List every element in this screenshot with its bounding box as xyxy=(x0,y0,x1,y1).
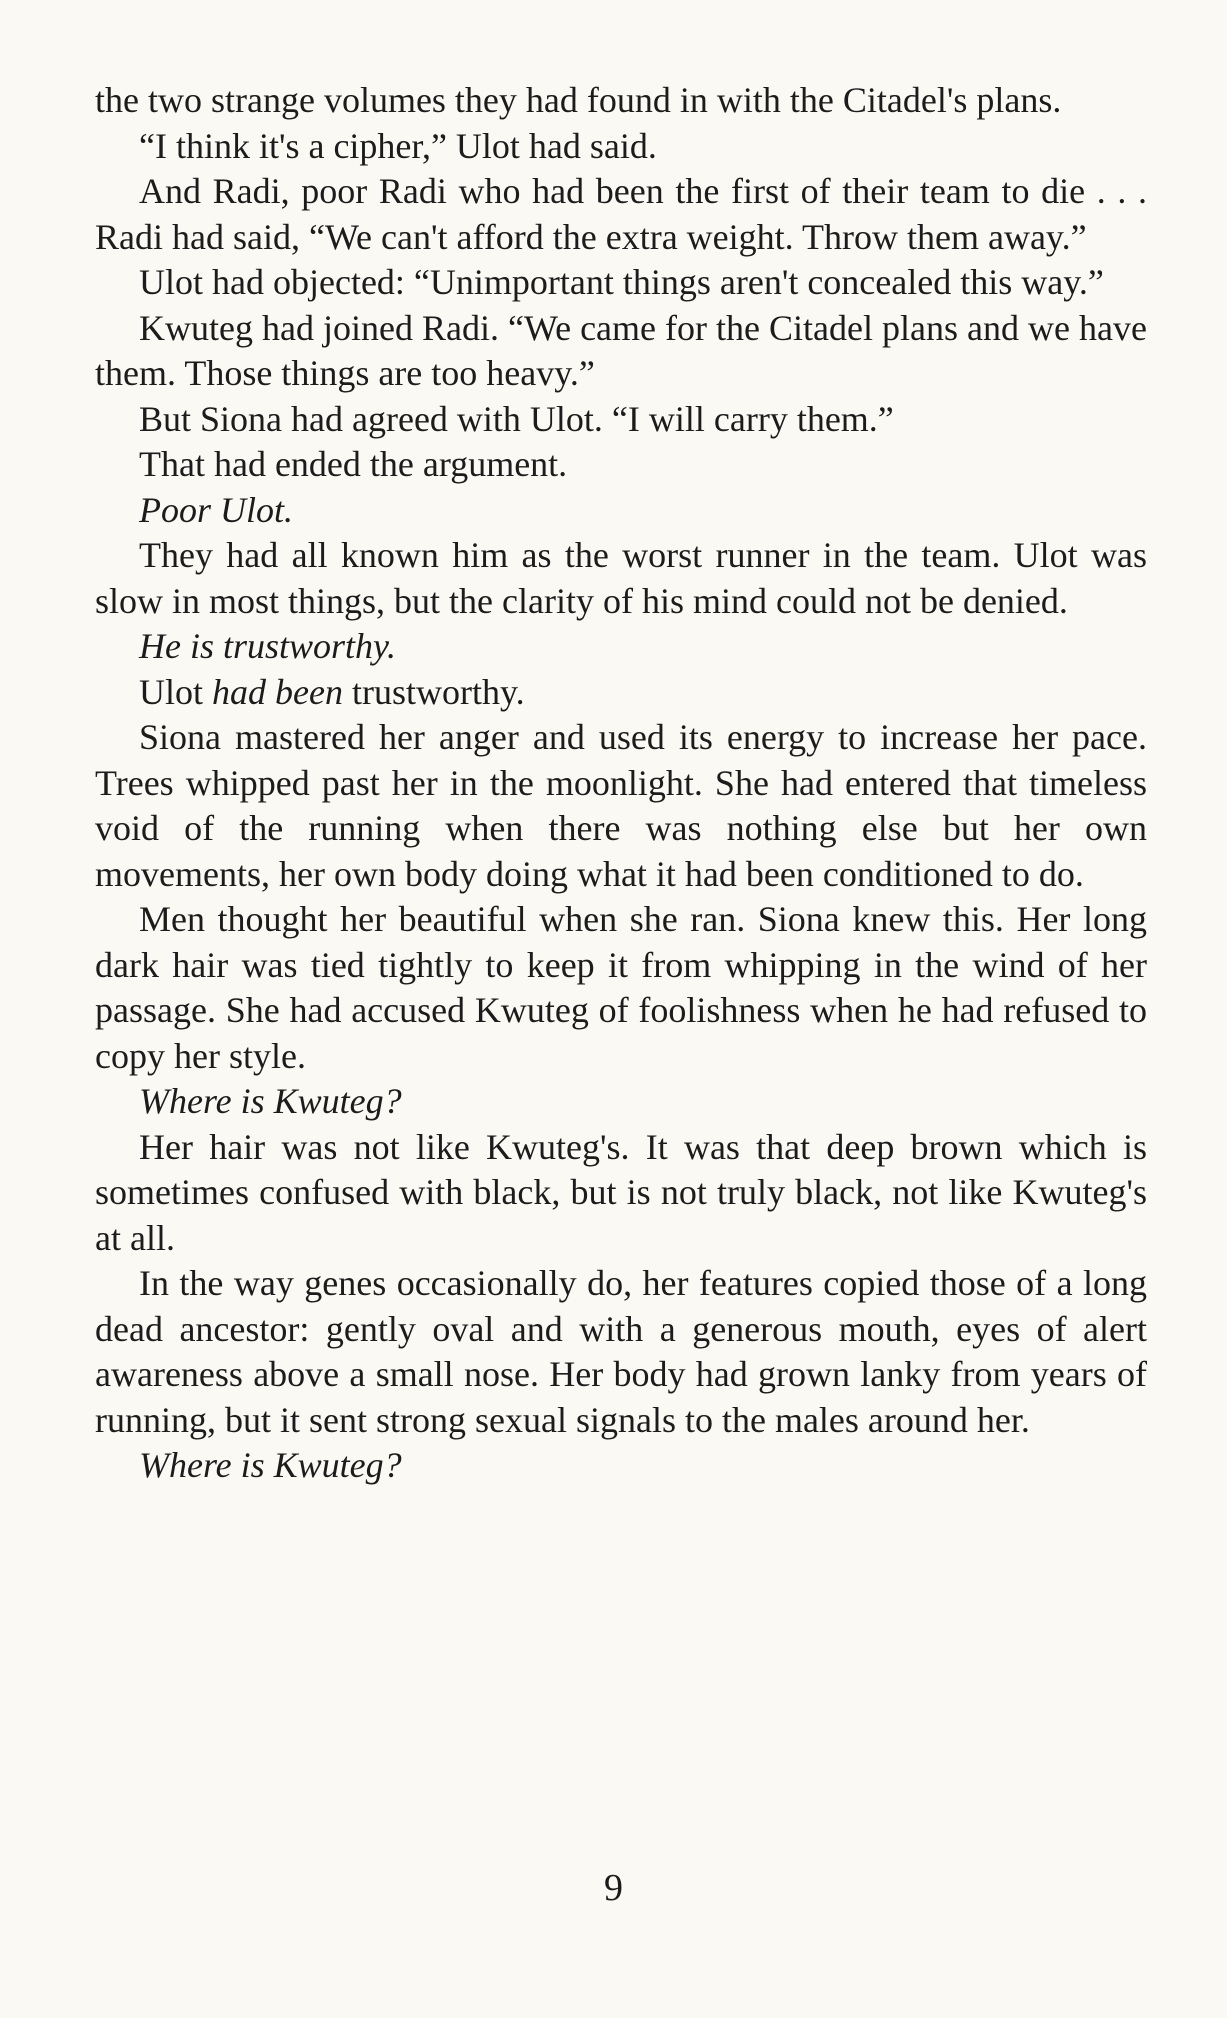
italic-text: Where is Kwuteg? xyxy=(139,1445,402,1485)
paragraph: Kwuteg had joined Radi. “We came for the Citadel plans and we have them. Those things are too heavy.” xyxy=(95,307,1147,393)
italic-thought xyxy=(95,624,1147,670)
text-segment: Ulot xyxy=(139,671,213,712)
paragraph xyxy=(95,670,1147,716)
paragraph: Her hair was not like Kwuteg's. It was that deep brown which is sometimes confused with black, but is not truly black, not like Kwuteg's at all. xyxy=(95,1126,1147,1258)
paragraph: the two strange volumes they had found in with the Citadel's plans. xyxy=(95,80,1062,120)
italic-text: had been xyxy=(212,671,343,712)
paragraph: And Radi, poor Radi who had been the first of their team to die . . . Radi had said, “We can't afford the extra weight. Throw them away.” xyxy=(95,171,1147,257)
italic-text: Poor Ulot. xyxy=(139,489,294,530)
italic-text: He is trustworthy. xyxy=(139,626,397,666)
italic-text: Where is Kwuteg? xyxy=(139,1081,402,1121)
text-segment: trustworthy. xyxy=(342,671,525,712)
body-text xyxy=(95,78,1147,1489)
paragraph: That had ended the argument. xyxy=(139,444,568,484)
paragraph: Siona mastered her anger and used its energy to increase her pace. Trees whipped past her in the moonlight. She had entered that timeless void of the running when there was nothing else but her own movements, her own body doing what it had been conditioned to do. xyxy=(95,717,1147,894)
italic-thought xyxy=(95,1443,1147,1489)
paragraph: But Siona had agreed with Ulot. “I will carry them.” xyxy=(139,398,894,439)
page-number: 9 xyxy=(604,1867,623,1909)
italic-thought xyxy=(95,488,1147,534)
paragraph: “I think it's a cipher,” Ulot had said. xyxy=(139,125,657,166)
italic-thought xyxy=(95,1079,1147,1125)
paragraph: Ulot had objected: “Unimportant things aren't concealed this way.” xyxy=(139,262,1104,302)
paragraph: They had all known him as the worst runner in the team. Ulot was slow in most things, but the clarity of his mind could not be denied. xyxy=(95,535,1147,621)
paragraph: In the way genes occasionally do, her features copied those of a long dead ancestor: gently oval and with a generous mouth, eyes of alert awareness above a small nose. Her body had grown lanky from years of running, but it sent strong sexual signals to the males around her. xyxy=(95,1263,1147,1440)
paragraph: Men thought her beautiful when she ran. Siona knew this. Her long dark hair was tied tightly to keep it from whipping in the wind of her passage. She had accused Kwuteg of foolishness when he had refused to copy her style. xyxy=(95,899,1147,1076)
